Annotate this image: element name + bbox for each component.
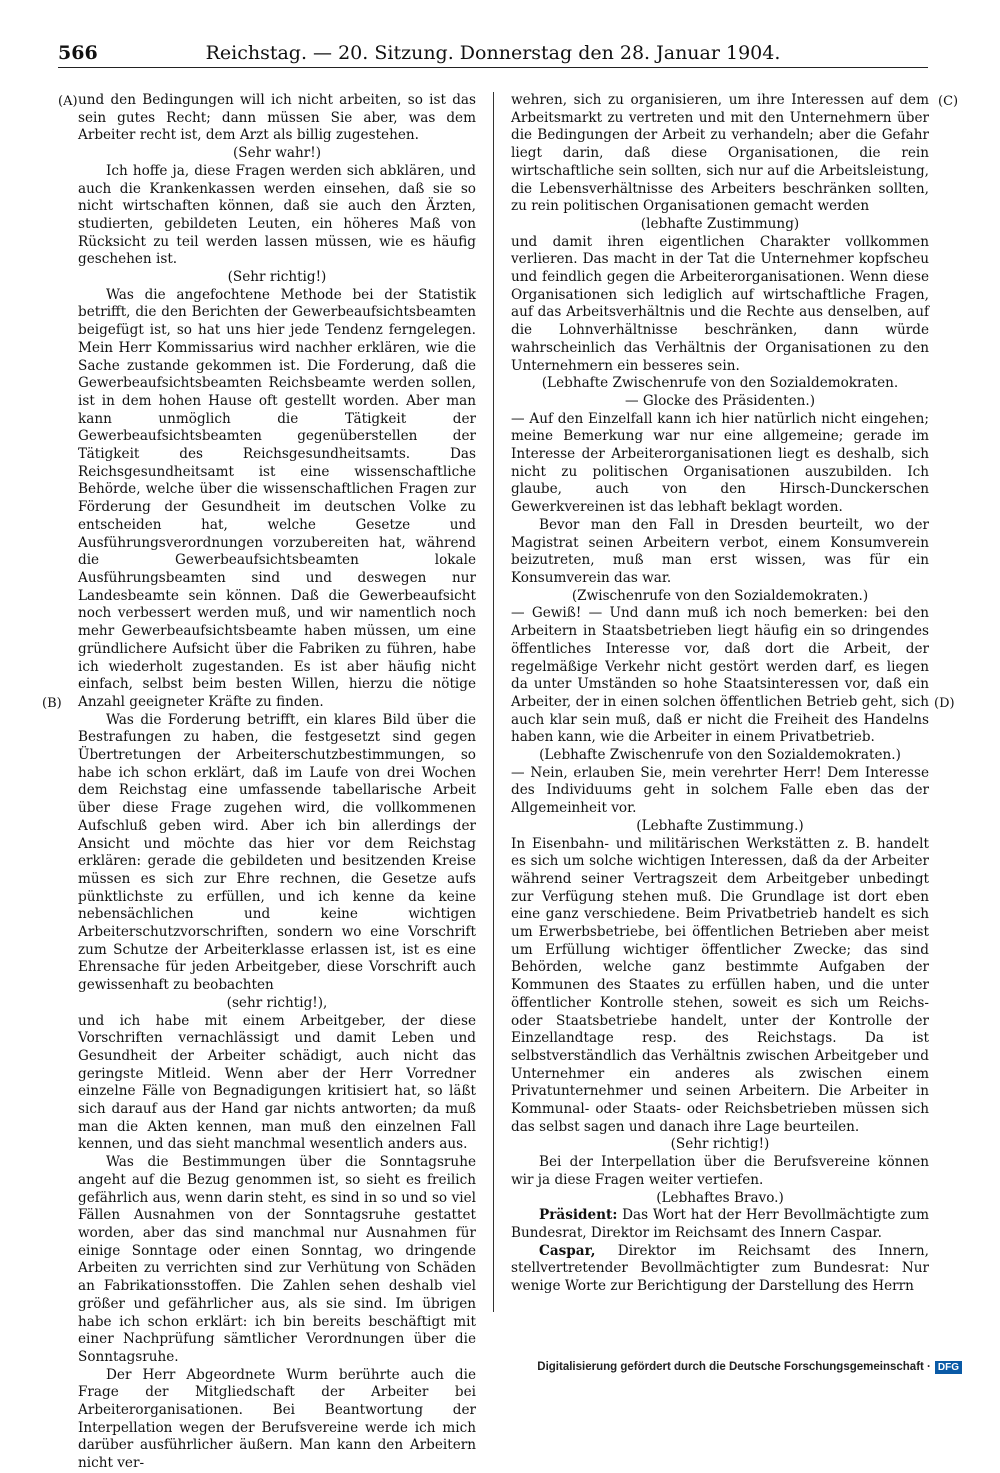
interjection: (Lebhafte Zwischenrufe von den Sozialdemokraten.)	[539, 747, 901, 764]
margin-mark-b: (B)	[42, 696, 62, 711]
interjection: (Lebhafte Zwischenrufe von den Sozialdemokraten.	[541, 375, 899, 392]
paragraph: Was die Forderung betrifft, ein klares Bild über die Bestrafungen zu haben, die festgesetzt sind gegen Übertretungen der Arbeiterschutzbestimmungen, so habe ich schon erklärt, daß im Laufe von drei Wochen dem Reichstag eine umfassende tabellarische Arbeit über diese Frage zugehen wird, die vollkommenen Aufschluß geben wird. Aber ich bin allerdings der Ansicht und möchte das hier vor dem Reichstag erklären: gerade die gebildeten und besitzenden Kreise müssen es sich zur Ehre rechnen, die Gesetze aufs pünktlichste zu erfüllen, und ich kenne da keine nebensächlichen und keine wichtigen Arbeiterschutzvorschriften, sondern wo eine Vorschrift zum Schutze der Arbeiterklasse erlassen ist, ist es eine Ehrensache für jeden Arbeitgeber, diese Vorschrift auch gewissenhaft zu beobachten	[78, 711, 476, 994]
right-column	[511, 92, 929, 1296]
interjection: (Lebhaftes Bravo.)	[656, 1189, 784, 1206]
paragraph: — Nein, erlauben Sie, mein verehrter Herr! Dem Interesse des Individuums geht in solchem Falle eben das der Allgemeinheit vor.	[511, 764, 929, 817]
interjection: (sehr richtig!),	[226, 994, 328, 1011]
interjection: (lebhafte Zustimmung)	[640, 215, 800, 232]
paragraph: Bevor man den Fall in Dresden beurteilt, wo der Magistrat seinen Arbeitern verbot, einem Konsumverein beizutreten, muß man erst wissen, was für ein Konsumverein das war.	[511, 516, 929, 586]
speaker-name: Caspar,	[539, 1242, 596, 1259]
interjection: (Zwischenrufe von den Sozialdemokraten.)	[571, 587, 869, 604]
paragraph: In Eisenbahn- und militärischen Werkstätten z. B. handelt es sich um solche wichtigen Interessen, daß da der Arbeiter während seiner Vertragszeit dem Arbeitgeber unbedingt zur Verfügung stehen muß. Die Grundlage ist dort eben eine ganz verschiedene. Beim Privatbetrieb handelt es sich um Erwerbsbetriebe, bei öffentlichen Betrieben aber meist um Erfüllung wichtiger öffentlicher Zwecke; das sind Behörden, welche ganz bestimmte Aufgaben der Kommunen des Staates zu erfüllen haben, und die unter öffentlicher Kontrolle stehen, soweit es sich um Reichs- oder Staatsbetriebe handelt, unter der Kontrolle der Einzellandtage resp. des Reichstags. Da ist selbstverständlich das Verhältnis zwischen Arbeitgeber und Unternehmer ein anderes als zwischen einem Privatunternehmer und seinen Arbeitern. Die Arbeiter in Kommunal- oder Staats- oder Reichsbetrieben müssen sich das selbst sagen und danach ihre Lage beurteilen.	[511, 835, 929, 1135]
interjection: (Sehr richtig!)	[670, 1136, 770, 1153]
paragraph: und damit ihren eigentlichen Charakter vollkommen verlieren. Das macht in der Tat die Unternehmer kopfscheu und feindlich gegen die Arbeiterorganisationen. Wenn diese Organisationen sich lediglich auf wirtschaftliche Fragen, auf das Arbeitsverhältnis und die Rechte aus denselben, auf die Lohnverhältnisse beschränken, dann würde wahrscheinlich das Verhältnis der Organisationen zu den Unternehmern ein besseres sein.	[511, 233, 929, 374]
interjection: (Sehr wahr!)	[233, 145, 321, 162]
dfg-logo: DFG	[935, 1361, 962, 1374]
paragraph: wehren, sich zu organisieren, um ihre Interessen auf dem Arbeitsmarkt zu vertreten und mit den Unternehmern über die Bedingungen der Arbeit zu verhandeln; aber die Gefahr liegt darin, daß diese Organisationen, die rein wirtschaftliche sein sollten, sich nur auf die Arbeitsleistung, die Lebensverhältnisse des Arbeiters beschränken sollten, zu rein politischen Organisationen gemacht werden	[511, 92, 929, 215]
footer-credit	[537, 1361, 962, 1374]
paragraph: und den Bedingungen will ich nicht arbeiten, so ist das sein gutes Recht; dann müssen Sie aber, was dem Arbeiter recht ist, dem Arzt als billig zugestehen.	[78, 92, 476, 144]
paragraph: Ich hoffe ja, diese Fragen werden sich abklären, und auch die Krankenkassen werden einsehen, daß sie so nicht wirtschaften können, daß sie auch den Ärzten, studierten, gebildeten Leuten, ein höheres Maß von Rücksicht zu teil werden lassen müssen, wie es häufig geschehen ist.	[78, 162, 476, 268]
interjection: (Lebhafte Zustimmung.)	[636, 817, 804, 834]
page-header	[58, 42, 928, 68]
paragraph: Was die Bestimmungen über die Sonntagsruhe angeht auf die Bezug genommen ist, so sieht es freilich gefährlich aus, wenn darin steht, es sind in so und so viel Fällen Ausnahmen von der Sonntagsruhe gestattet worden, aber das sind manchmal nur Ausnahmen für einige Sonntage oder einen Sonntag, wo dringende Arbeiten zu verrichten sind zur Verhütung von Schäden an Fabrikationsstoffen. Die Zahlen sehen deshalb viel größer und gefährlicher aus, als sie sind. Im übrigen habe ich schon erklärt: ich bin bereits beschäftigt mit einer Nachprüfung sämtlicher Verordnungen über die Sonntagsruhe.	[78, 1154, 476, 1365]
page-number: 566	[58, 42, 98, 64]
paragraph: Was die angefochtene Methode bei der Statistik betrifft, die den Berichten der Gewerbeaufsichtsbeamten beigefügt ist, so hat uns hier jede Tendenz ferngelegen. Mein Herr Kommissarius wird nachher erklären, wie die Sache zustande gekommen ist. Die Forderung, daß die Gewerbeaufsichtsbeamten Reichsbeamte werden sollen, ist in dem hohen Hause oft gestellt worden. Aber man kann unmöglich die Tätigkeit der Gewerbeaufsichtsbeamten gegenüberstellen der Tätigkeit des Reichsgesundheitsamts. Das Reichsgesundheitsamt ist eine wissenschaftliche Behörde, welche über die wissenschaftlichen Fragen zur Förderung der Gesundheit im deutschen Volke zu entscheiden hat, welche Gesetze und Ausführungsverordnungen vorzubereiten hat, während die Gewerbeaufsichtsbeamten lokale Ausführungsbeamten sind und deswegen nur Landesbeamte sein können. Daß die Gewerbeaufsicht noch verbessert werden muß, und wir namentlich noch mehr Gewerbeaufsichtsbeamte haben müssen, um eine gründlichere Aufsicht über die Fabriken zu führen, habe ich wiederholt zugestanden. Es ist aber häufig nicht einfach, selbst beim besten Willen, hierzu die nötige Anzahl geeigneter Kräfte zu finden.	[78, 286, 476, 710]
speaker-paragraph	[511, 1243, 929, 1296]
margin-mark-a: (A)	[58, 94, 78, 109]
margin-mark-c: (C)	[938, 94, 959, 109]
speaker-paragraph	[511, 1207, 929, 1242]
speaker-text: Das Wort hat der Herr Bevollmächtigte zum Bundesrat, Direktor im Reichsamt des Innern Caspar.	[511, 1207, 929, 1241]
column-divider	[493, 92, 494, 1312]
margin-mark-d: (D)	[934, 696, 955, 711]
footer-text: Digitalisierung gefördert durch die Deutsche Forschungsgemeinschaft ·	[537, 1361, 931, 1373]
speaker-name: Präsident:	[539, 1207, 618, 1224]
left-column	[78, 92, 476, 1473]
paragraph: und ich habe mit einem Arbeitgeber, der diese Vorschriften vernachlässigt und damit Leben und Gesundheit der Arbeiter schädigt, auch nicht das geringste Mitleid. Wenn aber der Herr Vorredner einzelne Fälle von Begnadigungen kritisiert hat, so läßt sich darauf aus der Hand gar nichts antworten; da muß man die Akten kennen, man muß den einzelnen Fall kennen, und das sieht manchmal wesentlich anders aus.	[78, 1012, 476, 1153]
running-head: Reichstag. — 20. Sitzung. Donnerstag den 28. Januar 1904.	[205, 42, 781, 64]
interjection: — Glocke des Präsidenten.)	[624, 392, 816, 409]
paragraph: — Auf den Einzelfall kann ich hier natürlich nicht eingehen; meine Bemerkung war nur eine allgemeine; gerade im Interesse der Arbeiterorganisationen liegt es deshalb, sich nicht zu politischen Organisationen auszubilden. Ich glaube, auch von den Hirsch-Dunckerschen Gewerkvereinen ist das lebhaft beklagt worden.	[511, 410, 929, 516]
interjection: (Sehr richtig!)	[227, 269, 327, 286]
speaker-text: Direktor im Reichsamt des Innern, stellvertretender Bevollmächtigter zum Bundesrat: Nur wenige Worte zur Berichtigung der Darstellung des Herrn	[511, 1242, 929, 1295]
paragraph: Bei der Interpellation über die Berufsvereine können wir ja diese Fragen weiter vertiefen.	[511, 1154, 929, 1188]
paragraph: Der Herr Abgeordnete Wurm berührte auch die Frage der Mitgliedschaft der Arbeiter bei Arbeiterorganisationen. Bei Beantwortung der Interpellation wegen der Berufsvereine werde ich mich darüber ausführlicher äußern. Man kann den Arbeitern nicht ver-	[78, 1366, 476, 1472]
paragraph: — Gewiß! — Und dann muß ich noch bemerken: bei den Arbeitern in Staatsbetrieben liegt häufig ein so dringendes öffentliches Interesse vor, daß dort die Arbeit, der regelmäßige Verkehr nicht gestört werden darf, es liegen da unter Umständen so hohe Staatsinteressen vor, daß ein Arbeiter, der in einen solchen öffentlichen Betrieb geht, sich auch klar sein muß, daß er nicht die Freiheit des Handelns haben kann, wie die Arbeiter in einem Privatbetrieb.	[511, 605, 929, 746]
